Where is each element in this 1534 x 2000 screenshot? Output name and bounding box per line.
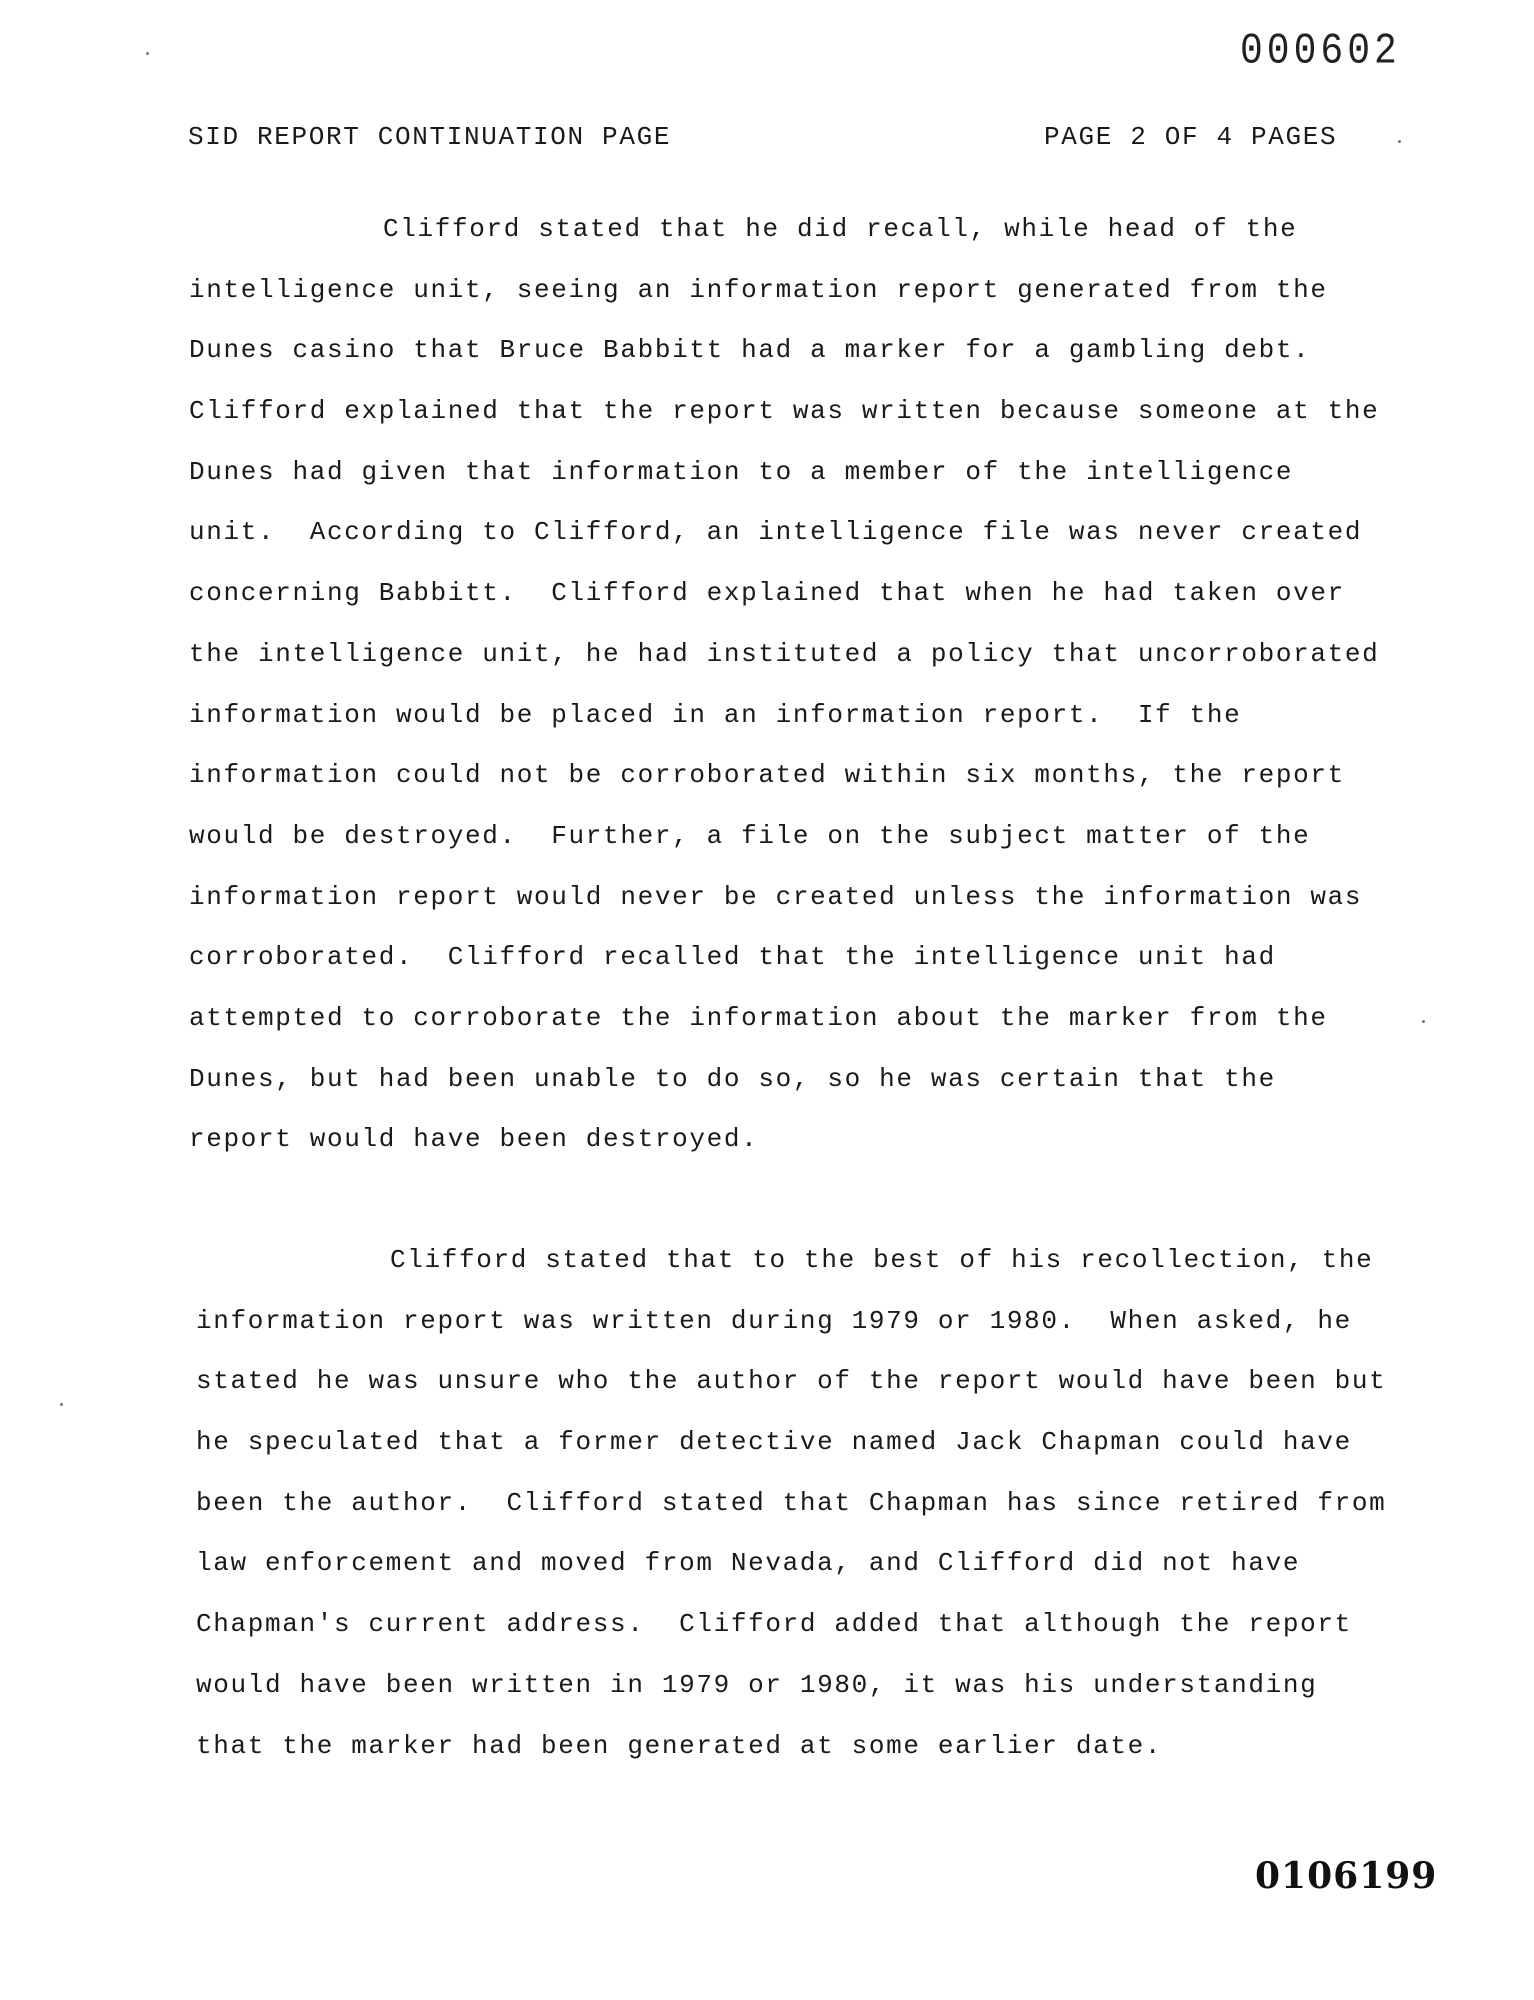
paragraph-1 [189,214,1379,1185]
text-line: information could not be corroborated within six months, the report [189,760,1345,791]
scan-speck [60,1403,63,1406]
text-line: Dunes had given that information to a member of the intelligence [189,456,1294,487]
text-line: Clifford explained that the report was written because someone at the [189,396,1380,427]
text-line: Clifford stated that to the best of his recollection, the [390,1245,1374,1275]
text-line: information report was written during 1979 or 1980. When asked, he [196,1305,1352,1336]
page-indicator: PAGE 2 OF 4 PAGES [1044,122,1338,152]
scan-speck [1422,1020,1425,1023]
text-line: Dunes casino that Bruce Babbitt had a marker for a gambling debt. [189,335,1311,366]
text-line: the intelligence unit, he had instituted a policy that uncorroborated [189,638,1380,669]
text-line: Dunes, but had been unable to do so, so he was certain that the [189,1063,1276,1094]
text-line: he speculated that a former detective named Jack Chapman could have [196,1427,1352,1458]
text-line: attempted to corroborate the information about the marker from the [189,1002,1328,1033]
text-line: unit. According to Clifford, an intelligence file was never created [189,517,1363,548]
scan-speck [1398,140,1401,143]
control-number-top: 000602 [1240,26,1401,77]
text-line: information would be placed in an information report. If the [189,699,1242,730]
text-line: that the marker had been generated at some earlier date. [196,1730,1163,1761]
text-line: stated he was unsure who the author of the report would have been but [196,1366,1387,1397]
paragraph-2 [196,1245,1386,1791]
text-line: Chapman's current address. Clifford added that although the report [196,1609,1352,1640]
text-line: intelligence unit, seeing an information report generated from the [189,274,1328,305]
text-line: Clifford stated that he did recall, while head of the [383,214,1298,244]
text-line: concerning Babbitt. Clifford explained that when he had taken over [189,578,1345,609]
text-line: corroborated. Clifford recalled that the intelligence unit had [189,942,1276,973]
control-number-bottom: 0106199 [1255,1855,1438,1897]
text-line: been the author. Clifford stated that Chapman has since retired from [196,1487,1387,1518]
text-line: would have been written in 1979 or 1980, it was his understanding [196,1669,1318,1700]
scan-speck [146,52,149,55]
text-line: law enforcement and moved from Nevada, and Clifford did not have [196,1548,1301,1579]
text-line: would be destroyed. Further, a file on the subject matter of the [189,820,1311,851]
text-line: information report would never be created unless the information was [189,881,1363,912]
report-header-title: SID REPORT CONTINUATION PAGE [188,122,672,152]
text-line: report would have been destroyed. [189,1124,759,1155]
